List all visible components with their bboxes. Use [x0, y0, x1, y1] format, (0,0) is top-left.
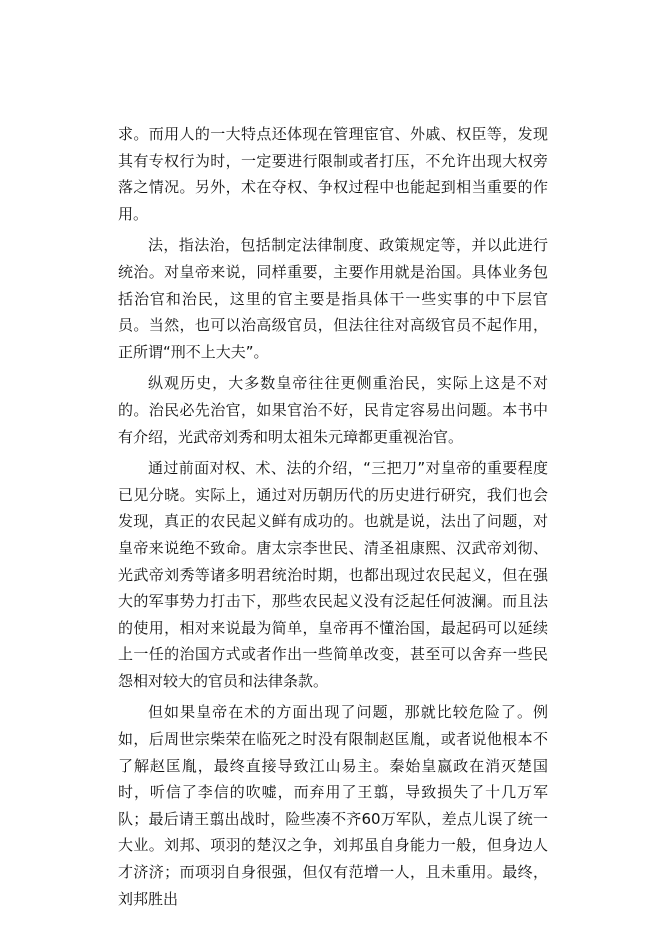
paragraph-2: 法，指法治，包括制定法律制度、政策规定等，并以此进行统治。对皇帝来说，同样重要，主要作用就是治国。具体业务包括治官和治民，这里的官主要是指具体干一些实事的中下层官员。当然，也可以治高级官员，但法往往对高级官员不起作用，正所谓“刑不上大夫”。 [118, 236, 548, 361]
body-text [118, 121, 548, 917]
paragraph-3: 纵观历史，大多数皇帝往往更侧重治民，实际上这是不对的。治民必先治官，如果官治不好，民肯定容易出问题。本书中有介绍，光武帝刘秀和明太祖朱元璋都更重视治官。 [118, 374, 548, 446]
paragraph-4: 通过前面对权、术、法的介绍，“三把刀”对皇帝的重要程度已见分晓。实际上，通过对历朝历代的历史进行研究，我们也会发现，真正的农民起义鲜有成功的。也就是说，法出了问题，对皇帝来说绝不致命。唐太宗李世民、清圣祖康熙、汉武帝刘彻、光武帝刘秀等诸多明君统治时期，也都出现过农民起义，但在强大的军事势力打击下，那些农民起义没有泛起任何波澜。而且法的使用，相对来说最为简单，皇帝再不懂治国，最起码可以延续上一任的治国方式或者作出一些简单改变，甚至可以舍弃一些民怨相对较大的官员和法律条款。 [118, 459, 548, 690]
paragraph-5: 但如果皇帝在术的方面出现了问题，那就比较危险了。例如，后周世宗柴荣在临死之时没有限制赵匡胤，或者说他根本不了解赵匡胤，最终直接导致江山易主。秦始皇嬴政在消灭楚国时，听信了李信的吹嘘，而弃用了王翦，导致损失了十几万军队；最后请王翦出战时，险些凑不齐60万军队，差点儿误了统一大业。刘邦、项羽的楚汉之争，刘邦虽自身能力一般，但身边人才济济；而项羽自身很强，但仅有范增一人，且未重用。最终，刘邦胜出 [118, 703, 548, 908]
paragraph-1: 求。而用人的一大特点还体现在管理宦官、外戚、权臣等，发现其有专权行为时，一定要进行限制或者打压，不允许出现大权旁落之情况。另外，术在夺权、争权过程中也能起到相当重要的作用。 [118, 125, 548, 223]
